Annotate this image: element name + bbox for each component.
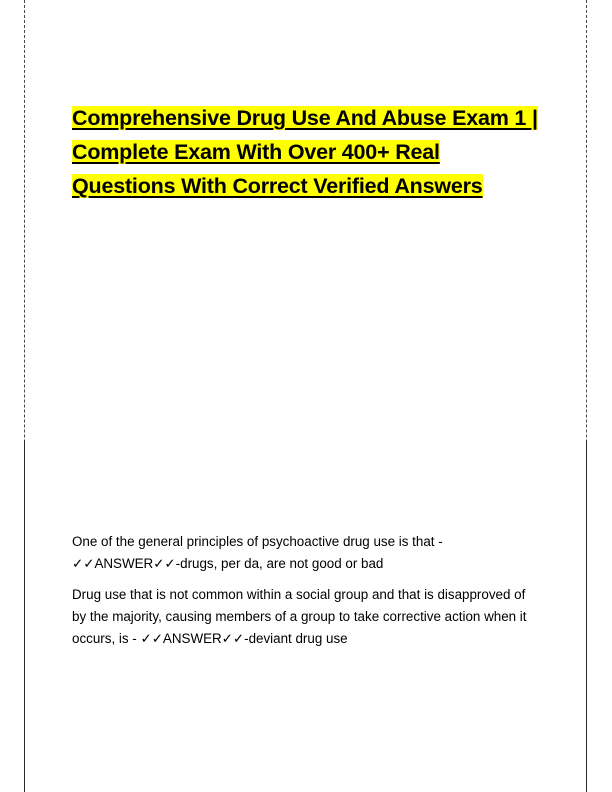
document-title-text: Comprehensive Drug Use And Abuse Exam 1 | Complete Exam With Over 400+ Real Questions With Correct Verified Answers [72, 106, 538, 198]
left-margin-line-solid [24, 440, 25, 792]
qa-item-2 [72, 584, 542, 650]
answer-text: -drugs, per da, are not good or bad [175, 556, 384, 571]
answer-marker: ✓✓ANSWER✓✓ [140, 631, 245, 646]
qa-item-1 [72, 531, 542, 575]
answer-text: -deviant drug use [244, 631, 348, 646]
document-title [72, 101, 542, 203]
question-text: Drug use that is not common within a social group and that is disapproved of by the majority, causing members of a group to take corrective action when it occurs, is - [72, 587, 527, 646]
right-margin-line-solid [586, 440, 587, 792]
question-text: One of the general principles of psychoactive drug use is that - [72, 534, 443, 549]
answer-marker: ✓✓ANSWER✓✓ [72, 556, 176, 571]
